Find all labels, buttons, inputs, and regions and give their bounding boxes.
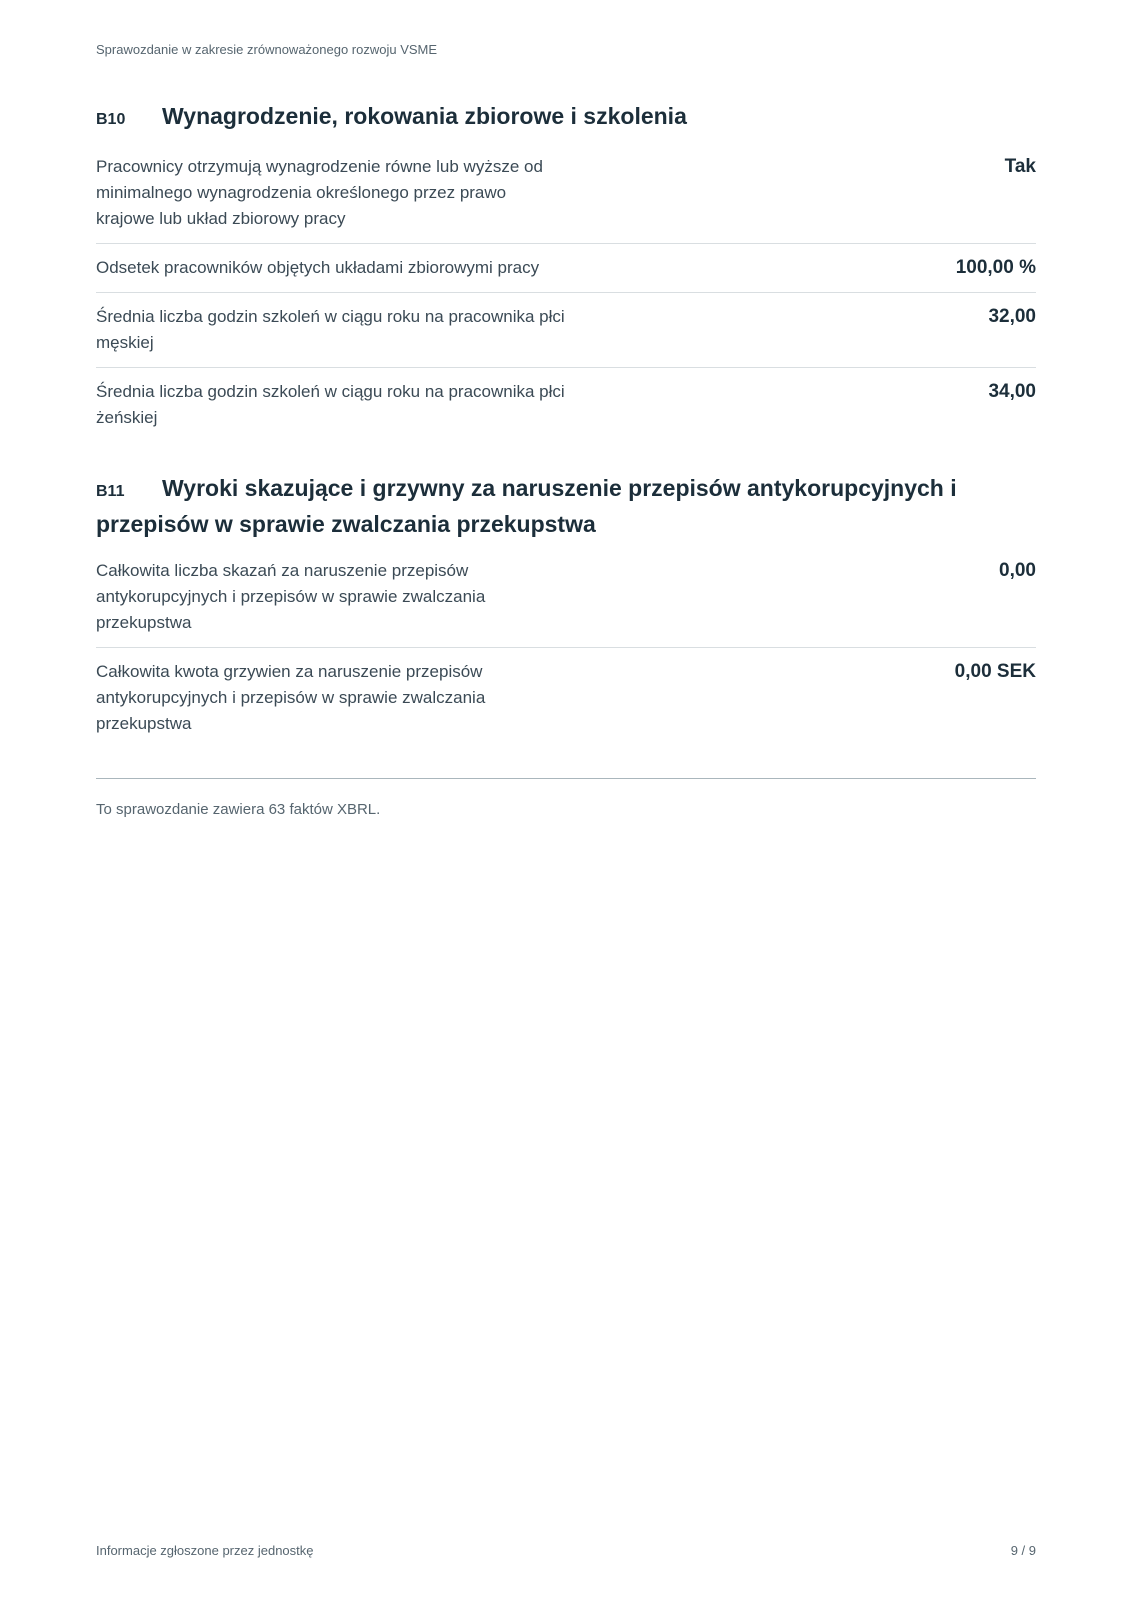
row-value: Tak [1004,156,1036,177]
data-row [96,243,1036,292]
row-value: 32,00 [988,306,1036,327]
running-header: Sprawozdanie w zakresie zrównoważonego rozwoju VSME [96,42,438,57]
row-label: Pracownicy otrzymują wynagrodzenie równe lub wyższe od minimalnego wynagrodzenia określonego przez prawo krajowe lub układ zbiorowy pracy [96,157,543,228]
row-label: Średnia liczba godzin szkoleń w ciągu roku na pracownika płci żeńskiej [96,382,565,427]
section-heading-b11 [96,472,1036,540]
section-code: B10 [96,111,126,128]
data-row [96,292,1036,367]
section-title: Wynagrodzenie, rokowania zbiorowe i szkolenia [162,103,687,129]
footer-left-text: Informacje zgłoszone przez jednostkę [96,1543,314,1558]
data-row [96,554,1036,647]
data-row [96,647,1036,748]
data-row [96,367,1036,442]
row-label: Średnia liczba godzin szkoleń w ciągu roku na pracownika płci męskiej [96,307,565,352]
section-title: Wyroki skazujące i grzywny za naruszenie przepisów antykorupcyjnych i przepisów w sprawie zwalczania przekupstwa [96,475,957,537]
row-value: 100,00 % [955,257,1036,278]
page-number: 9 / 9 [1010,1543,1036,1558]
divider [96,778,1036,779]
row-label: Całkowita kwota grzywien za naruszenie przepisów antykorupcyjnych i przepisów w sprawie zwalczania przekupstwa [96,662,486,733]
row-label: Odsetek pracowników objętych układami zbiorowymi pracy [96,258,540,277]
xbrl-facts-note: To sprawozdanie zawiera 63 faktów XBRL. [96,801,381,818]
report-content [96,100,1036,818]
section-code: B11 [96,483,125,500]
row-value: 0,00 SEK [954,661,1036,682]
section-heading-b10 [96,100,1036,136]
running-footer [96,1543,1036,1558]
row-value: 34,00 [988,381,1036,402]
data-row [96,150,1036,243]
row-value: 0,00 [999,560,1036,581]
row-label: Całkowita liczba skazań za naruszenie przepisów antykorupcyjnych i przepisów w sprawie zwalczania przekupstwa [96,561,486,632]
